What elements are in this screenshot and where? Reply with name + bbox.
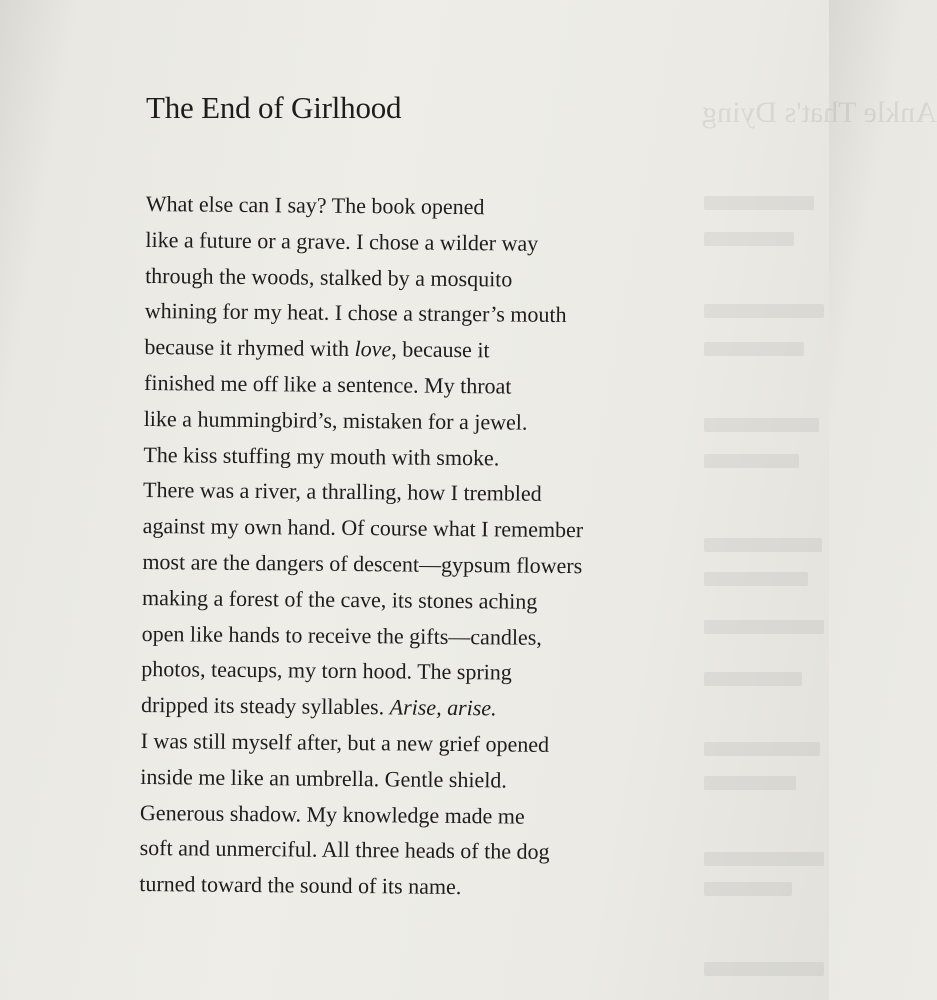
bleed-line: [704, 672, 802, 686]
poem-body: [139, 186, 586, 906]
poem-line-italic: love: [354, 336, 392, 362]
poem-line: open like hands to receive the gifts—candles,: [141, 620, 542, 650]
poem-line: against my own hand. Of course what I remember: [142, 513, 584, 543]
bleed-line: [704, 304, 824, 318]
bleed-line: [704, 962, 824, 976]
poem-line: inside me like an umbrella. Gentle shield.: [140, 763, 508, 793]
bleed-line: [704, 572, 808, 586]
bleed-line: [704, 882, 792, 896]
poem-line: Generous shadow. My knowledge made me: [139, 799, 525, 829]
bleed-line: [704, 232, 794, 246]
poem-line: finished me off like a sentence. My throat: [143, 369, 512, 399]
poem-line: There was a river, a thralling, how I trembled: [142, 477, 542, 507]
poem-line-text: because it rhymed with: [144, 334, 355, 362]
bleed-through-title: Ankle That's Dying: [702, 96, 937, 129]
poem-line: What else can I say? The book opened: [145, 190, 485, 220]
reverse-page-bleed-through: [640, 0, 937, 1000]
bleed-line: [704, 418, 819, 432]
poem-line: whining for my heat. I chose a stranger’s mouth: [144, 298, 567, 328]
poem-title: The End of Girlhood: [146, 90, 402, 125]
bleed-line: [704, 742, 820, 756]
poem-line-text: , because it: [391, 336, 490, 363]
bleed-line: [704, 852, 824, 866]
poem-line: soft and unmerciful. All three heads of the dog: [139, 835, 550, 865]
poem-line: making a forest of the cave, its stones aching: [141, 584, 538, 614]
bleed-line: [704, 342, 804, 356]
poem-line: [144, 329, 585, 369]
bleed-line: [704, 620, 824, 634]
poem-line: I was still myself after, but a new grief opened: [140, 727, 550, 757]
poem-line: most are the dangers of descent—gypsum flowers: [142, 548, 583, 579]
poem-line: photos, teacups, my torn hood. The spring: [141, 656, 512, 685]
bleed-line: [704, 196, 814, 210]
poem-line-italic: Arise, arise.: [389, 694, 497, 721]
poem-line: like a future or a grave. I chose a wilder way: [145, 226, 539, 256]
poem-line: [141, 687, 582, 727]
poem-line: turned toward the sound of its name.: [139, 871, 462, 900]
poem-line-text: dripped its steady syllables.: [140, 692, 390, 720]
poem-line: through the woods, stalked by a mosquito: [145, 262, 513, 292]
bleed-line: [704, 776, 796, 790]
bleed-line: [704, 538, 822, 552]
poem-line: The kiss stuffing my mouth with smoke.: [143, 441, 500, 470]
bleed-line: [704, 454, 799, 468]
poem-line: like a hummingbird’s, mistaken for a jewel.: [143, 405, 528, 435]
